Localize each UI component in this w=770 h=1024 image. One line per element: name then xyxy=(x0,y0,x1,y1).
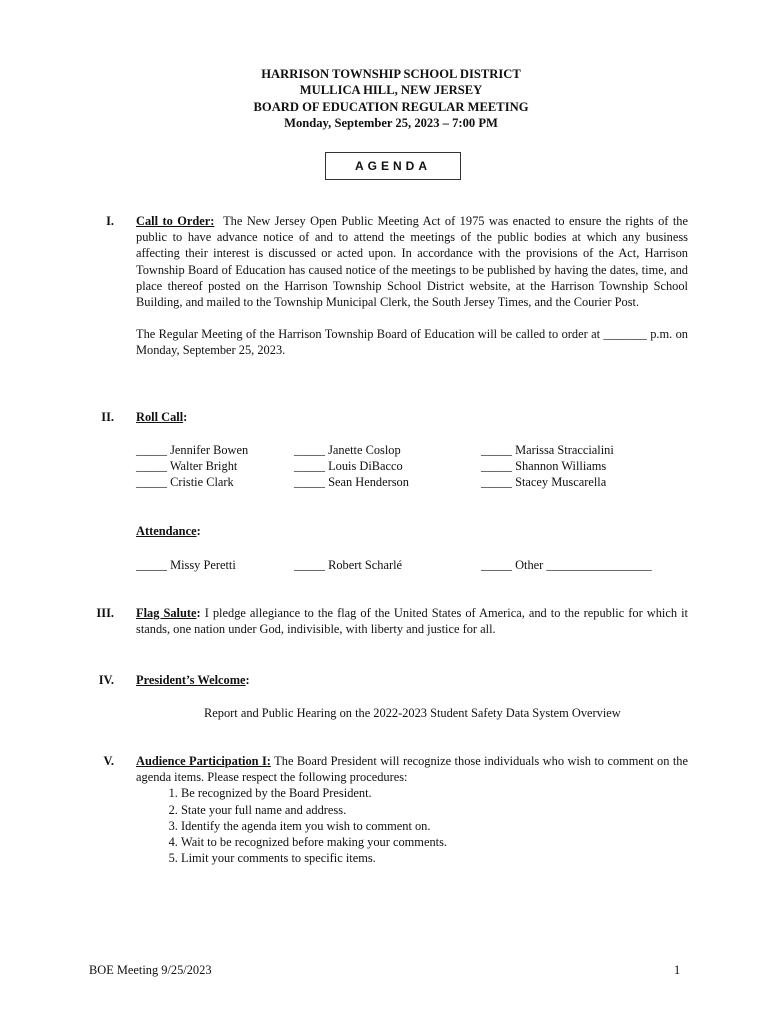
footer-meeting-label: BOE Meeting 9/25/2023 xyxy=(89,963,212,977)
attendance-entry-1: _____ Missy Peretti xyxy=(136,558,236,572)
roll-call-column-2 xyxy=(294,442,409,491)
location: MULLICA HILL, NEW JERSEY xyxy=(299,83,483,98)
attendance-title-row xyxy=(136,523,688,539)
district-name: HARRISON TOWNSHIP SCHOOL DISTRICT xyxy=(261,67,521,81)
attendance-colon: : xyxy=(196,524,201,538)
procedure-item: 2. State your full name and address. xyxy=(181,802,688,818)
roll-call-entry: _____ Sean Henderson xyxy=(294,475,409,490)
procedure-item: 3. Identify the agenda item you wish to comment on. xyxy=(181,818,688,834)
presidents-welcome-colon: : xyxy=(245,673,250,687)
roll-call-entry: _____ Marissa Straccialini xyxy=(481,443,614,457)
attendance-title: Attendance xyxy=(136,524,197,538)
section-audience-participation xyxy=(136,753,688,866)
audience-participation-text: The Board President will recognize those individuals who wish to comment on the agenda items. Please respect the following procedures: xyxy=(136,754,688,785)
section-title-call-to-order: Call to Order: xyxy=(136,214,215,228)
meeting-type: BOARD OF EDUCATION REGULAR MEETING xyxy=(253,99,529,114)
attendance-entry-2: _____ Robert Scharlé xyxy=(294,558,403,572)
section-call-to-order xyxy=(136,213,688,359)
section-title-audience-participation: Audience Participation I: xyxy=(136,754,271,768)
section-presidents-welcome xyxy=(136,672,688,688)
roll-call-entry: _____ Walter Bright xyxy=(136,459,238,474)
roll-call-entry: _____ Stacey Muscarella xyxy=(481,475,607,490)
roll-call-entry: _____ Shannon Williams xyxy=(481,459,607,474)
meeting-date: Monday, September 25, 2023 – 7:00 PM xyxy=(284,116,498,131)
section-number-2: II. xyxy=(101,410,114,424)
section-number-5: V. xyxy=(103,754,114,768)
pledge-text: I pledge allegiance to the flag of the United States of America, and to the republic for which it stands, one nation under God, indivisible, with liberty and justice for all. xyxy=(136,606,688,637)
flag-salute-colon: : xyxy=(196,606,201,620)
roll-call-column-3 xyxy=(481,442,614,491)
footer-page-number: 1 xyxy=(674,963,681,977)
presidents-welcome-subtext: Report and Public Hearing on the 2022-2023 Student Safety Data System Overview xyxy=(204,706,621,720)
call-to-order-text: The New Jersey Open Public Meeting Act of 1975 was enacted to ensure the rights of the public to have advance notice of and to attend the meetings of the public bodies at which any business affecting their interest is discussed or acted upon. In accordance with the provisions of the Act, Harrison Township Board of Education has caused notice of the meetings to be published by having the dates, time, and place thereof posted on the Harrison Township School District website, at the Harrison Township School Building, and mailed to the Township Municipal Clerk, the South Jersey Times, and the Courier Post. xyxy=(136,214,688,310)
roll-call-entry: _____ Jennifer Bowen xyxy=(136,443,249,457)
section-roll-call-title xyxy=(136,409,688,425)
section-number-1: I. xyxy=(106,214,114,228)
call-to-order-time-text: The Regular Meeting of the Harrison Township Board of Education will be called to order at _______ p.m. on Monday, September 25, 2023. xyxy=(136,327,688,358)
roll-call-entry: _____ Janette Coslop xyxy=(294,443,401,457)
document-header xyxy=(0,66,770,132)
section-number-3: III. xyxy=(96,606,114,620)
agenda-title-box: AGENDA xyxy=(325,152,461,180)
roll-call-column-1 xyxy=(136,442,248,491)
section-title-roll-call: Roll Call xyxy=(136,410,184,424)
procedure-item: 1. Be recognized by the Board President. xyxy=(181,785,688,801)
procedures-list xyxy=(136,785,688,866)
section-title-presidents-welcome: President’s Welcome xyxy=(136,673,246,687)
section-title-flag-salute: Flag Salute xyxy=(136,606,197,620)
section-flag-salute xyxy=(136,605,688,637)
roll-call-entry: _____ Louis DiBacco xyxy=(294,459,403,474)
section-number-4: IV. xyxy=(98,673,114,687)
attendance-entry-3: _____ Other _________________ xyxy=(481,558,652,572)
roll-call-colon: : xyxy=(183,410,188,424)
roll-call-entry: _____ Cristie Clark xyxy=(136,475,234,490)
procedure-item: 4. Wait to be recognized before making your comments. xyxy=(181,834,688,850)
procedure-item: 5. Limit your comments to specific items. xyxy=(181,850,688,866)
